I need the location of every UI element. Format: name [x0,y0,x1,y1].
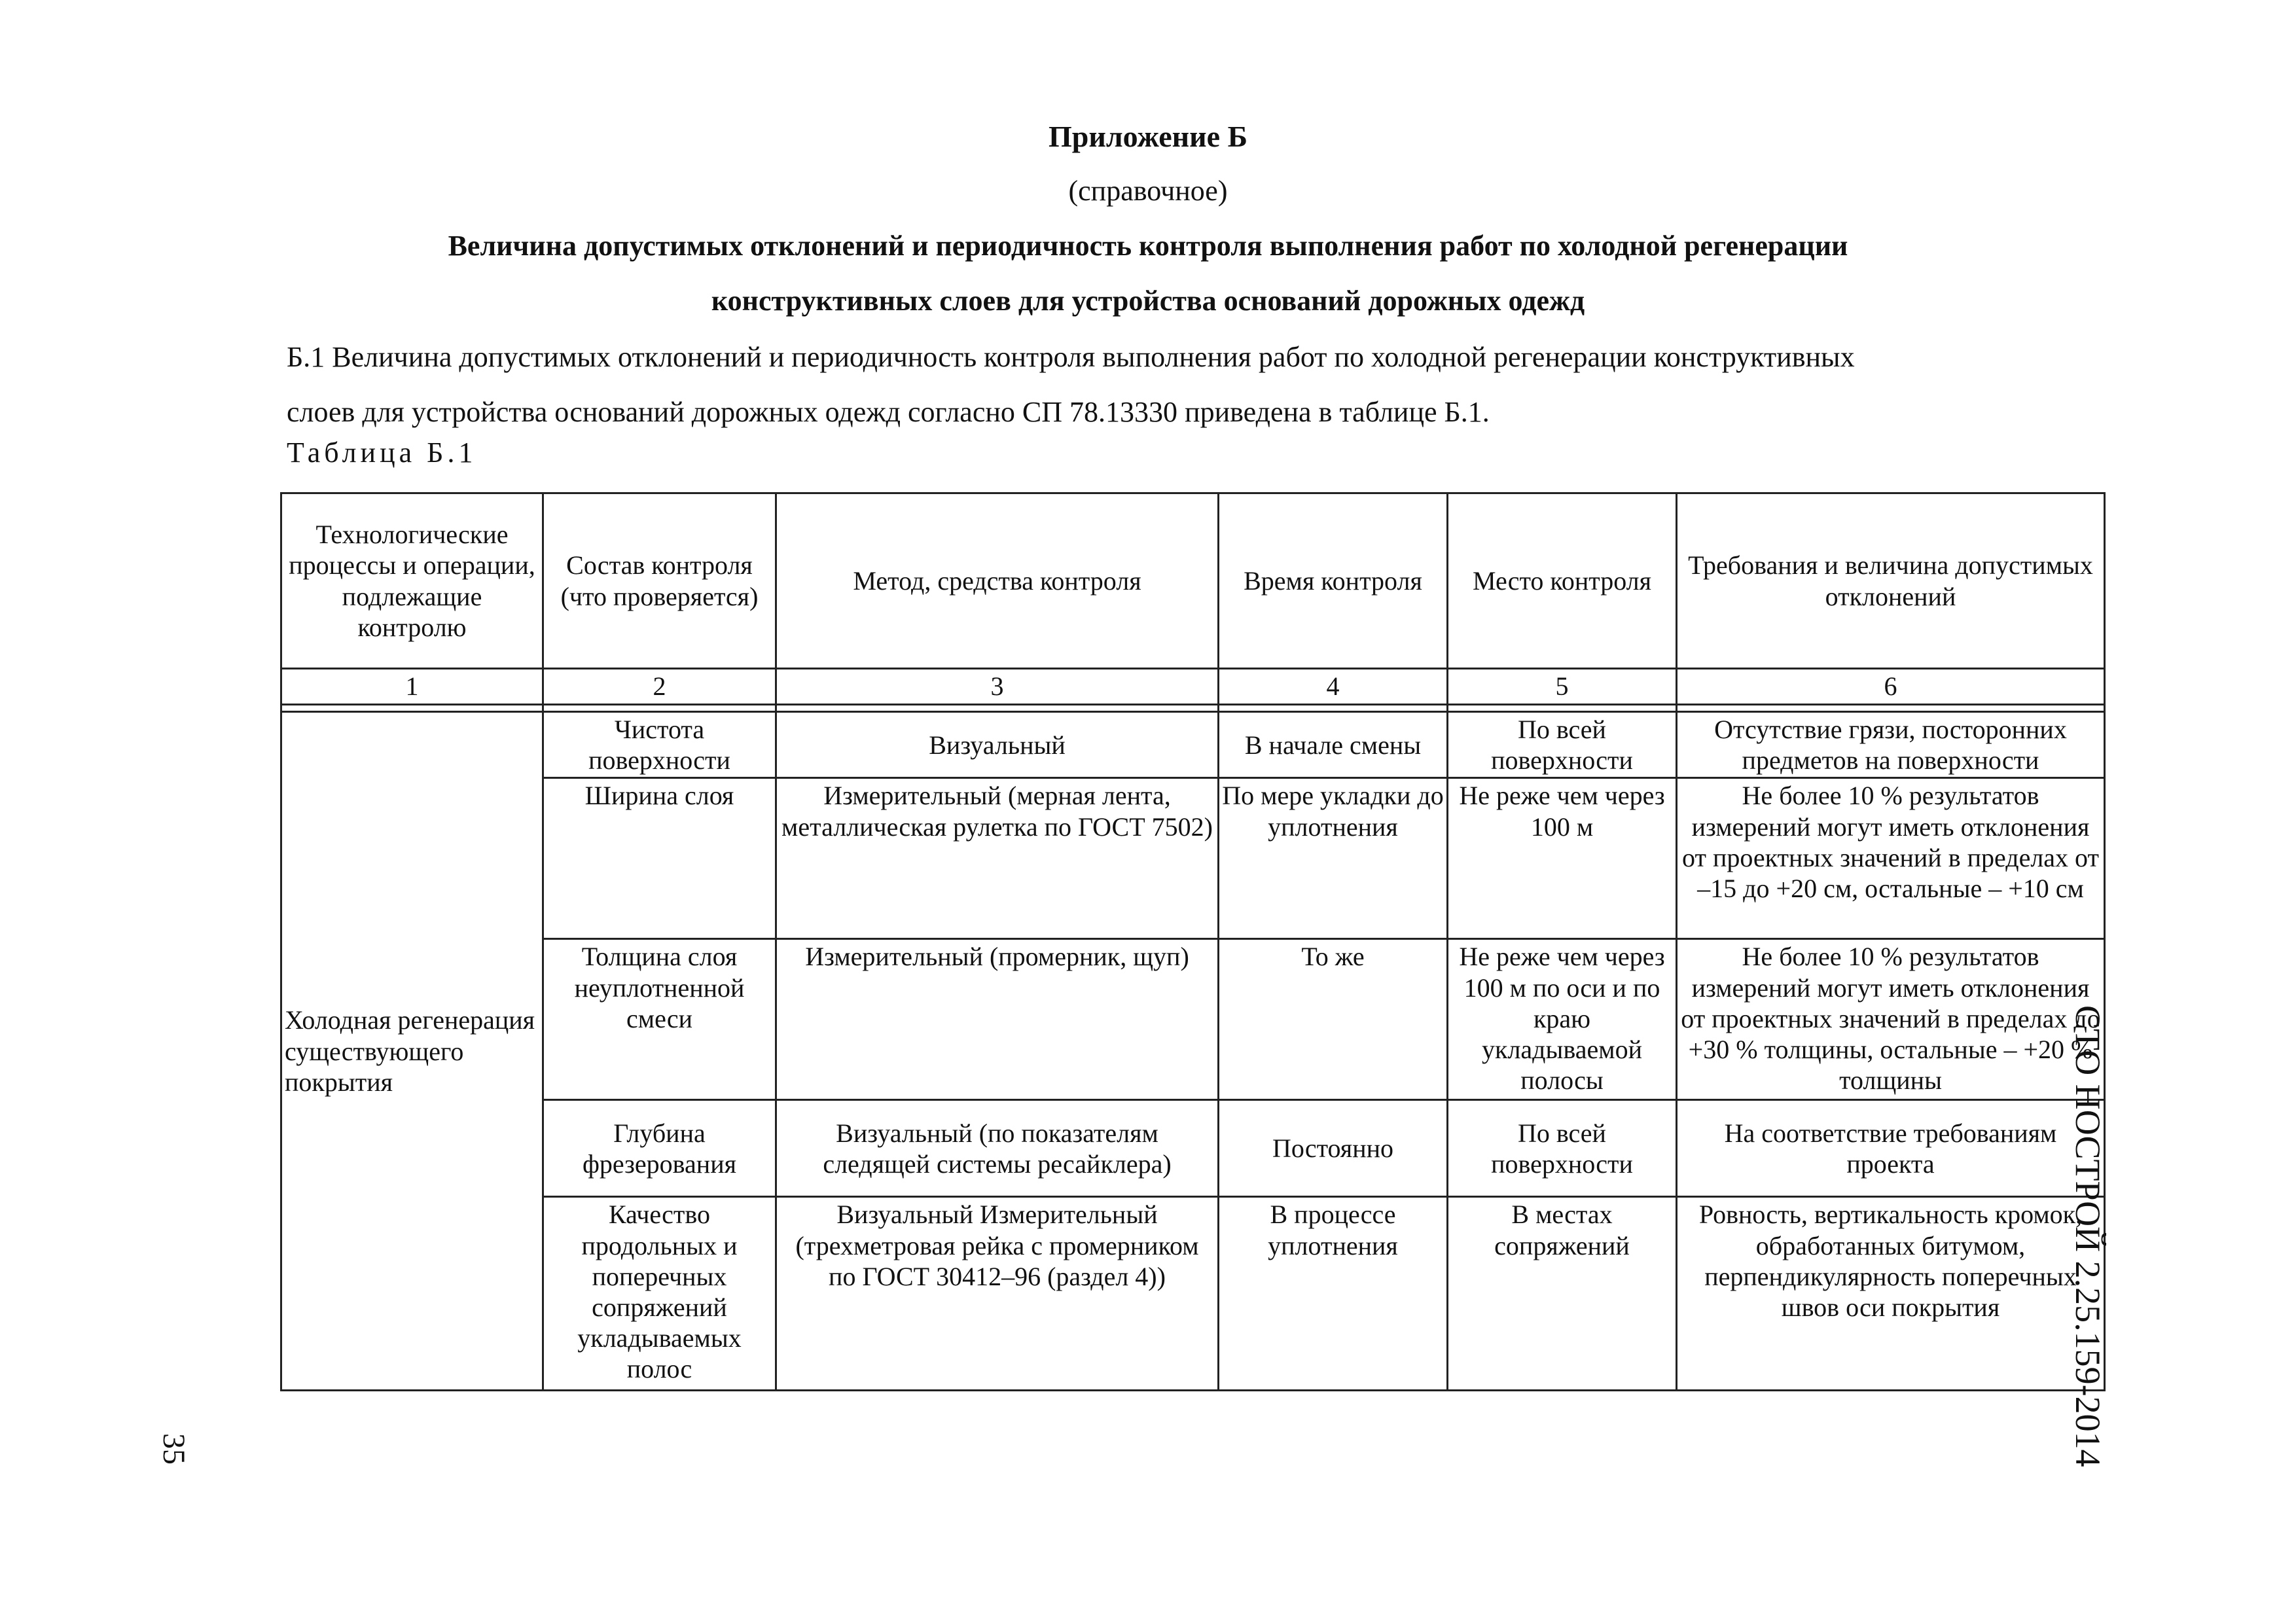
process-cell: Холодная регенерация существующего покрытия [281,712,543,1391]
header-cell-what: Состав контроля (что проверяется) [543,493,776,669]
column-number: 3 [776,669,1219,705]
column-number: 1 [281,669,543,705]
column-number: 2 [543,669,776,705]
appendix-subtitle: (справочное) [1068,175,1228,207]
column-number: 6 [1677,669,2105,705]
column-number: 4 [1219,669,1448,705]
header-cell-process: Технологические процессы и операции, подлежащие контролю [281,493,543,669]
row-place: Не реже чем через 100 м по оси и по краю укладываемой полосы [1448,939,1677,1100]
document-code: СТО НОСТРОЙ 2.25.159-2014 [2068,1005,2108,1467]
header-cell-method: Метод, средства контроля [776,493,1219,669]
heading-line-1: Величина допустимых отклонений и периодичность контроля выполнения работ по холодной регенерации [448,230,1848,262]
row-requirement: На соответствие требованиям проекта [1677,1100,2105,1197]
table-double-rule [281,705,2105,712]
table-row [281,778,2105,939]
row-time: В начале смены [1219,712,1448,778]
page-number: 35 [156,1433,191,1465]
row-place: По всей поверхности [1448,712,1677,778]
row-what: Чистота поверхности [543,712,776,778]
table-caption: Таблица Б.1 [287,437,477,469]
row-what: Толщина слоя неуплотненной смеси [543,939,776,1100]
row-method: Визуальный (по показателям следящей системы ресайклера) [776,1100,1219,1197]
paragraph-line-1: Б.1 Величина допустимых отклонений и периодичность контроля выполнения работ по холодной регенерации конструктивных [287,341,1855,373]
table-row [281,712,2105,778]
row-place: По всей поверхности [1448,1100,1677,1197]
row-method: Визуальный [776,712,1219,778]
row-what: Ширина слоя [543,778,776,939]
row-what: Качество продольных и поперечных сопряжений укладываемых полос [543,1197,776,1391]
header-cell-time: Время контроля [1219,493,1448,669]
table-row [281,1100,2105,1197]
column-number-row [281,669,2105,705]
header-cell-place: Место контроля [1448,493,1677,669]
control-table [280,492,2106,1391]
row-method: Визуальный Измерительный (трехметровая рейка с промерником по ГОСТ 30412–96 (раздел 4)) [776,1197,1219,1391]
heading-line-2: конструктивных слоев для устройства оснований дорожных одежд [711,285,1585,317]
table-header-row [281,493,2105,669]
row-time: Постоянно [1219,1100,1448,1197]
row-what: Глубина фрезерования [543,1100,776,1197]
row-method: Измерительный (промерник, щуп) [776,939,1219,1100]
row-time: В процессе уплотнения [1219,1197,1448,1391]
table-row [281,939,2105,1100]
row-requirement: Не более 10 % результатов измерений могут иметь отклонения от проектных значений в пределах до +30 % толщины, остальные – +20 % толщины [1677,939,2105,1100]
column-number: 5 [1448,669,1677,705]
appendix-title: Приложение Б [1048,120,1248,153]
row-time: То же [1219,939,1448,1100]
row-method: Измерительный (мерная лента, металлическая рулетка по ГОСТ 7502) [776,778,1219,939]
row-requirement: Не более 10 % результатов измерений могут иметь отклонения от проектных значений в пределах от –15 до +20 см, остальные – +10 см [1677,778,2105,939]
header-cell-requirement: Требования и величина допустимых отклонений [1677,493,2105,669]
row-requirement: Отсутствие грязи, посторонних предметов на поверхности [1677,712,2105,778]
row-requirement: Ровность, вертикальность кромок, обработанных битумом, перпендикулярность поперечных швов оси покрытия [1677,1197,2105,1391]
table-row [281,1197,2105,1391]
row-time: По мере укладки до уплотнения [1219,778,1448,939]
row-place: В местах сопряжений [1448,1197,1677,1391]
row-place: Не реже чем через 100 м [1448,778,1677,939]
paragraph-line-2: слоев для устройства оснований дорожных одежд согласно СП 78.13330 приведена в таблице Б.1. [287,396,1490,428]
